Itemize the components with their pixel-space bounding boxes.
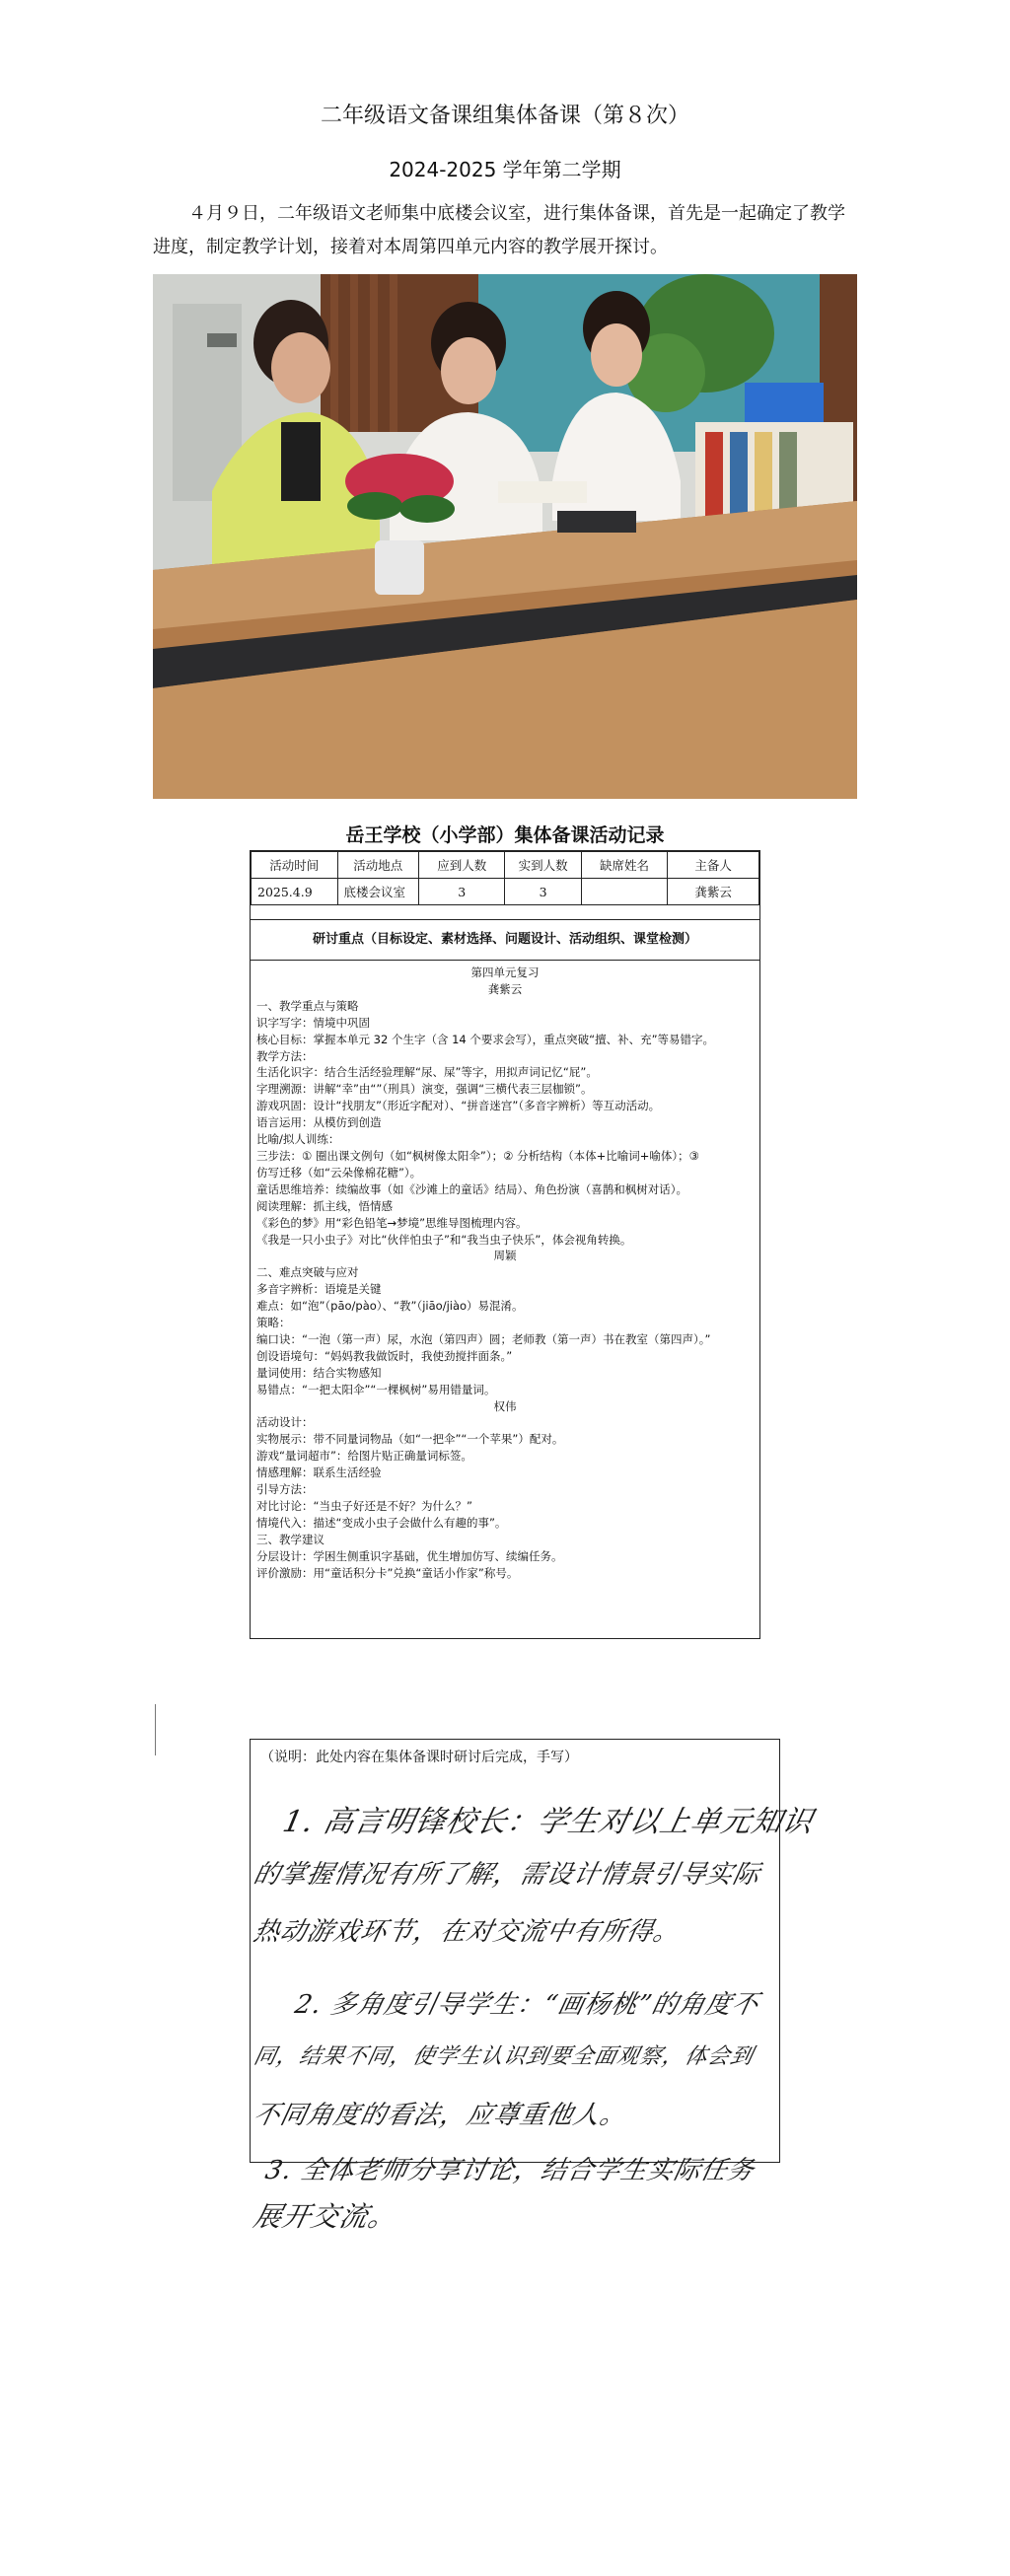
note-line: 引导方法： xyxy=(256,1482,314,1497)
note-line: 二、难点突破与应对 xyxy=(256,1265,359,1280)
note-line: 三、教学建议 xyxy=(256,1532,325,1546)
handwritten-line: 同，结果不同，使学生认识到要全面观察，体会到 xyxy=(251,2044,757,2069)
note-line: 创设语境句：“妈妈教我做饭时，我使劲搅拌面条。” xyxy=(256,1348,513,1363)
note-line: 《我是一只小虫子》对比“伙伴怕虫子”和“我当虫子快乐”，体会视角转换。 xyxy=(256,1232,632,1247)
note-line: 周颖 xyxy=(493,1249,517,1263)
handwritten-caption: （说明：此处内容在集体备课时研讨后完成，手写） xyxy=(260,1750,578,1765)
handwritten-line: 展开交流。 xyxy=(251,2200,401,2233)
note-line: 实物展示：带不同量词物品（如“一把伞”“一个苹果”）配对。 xyxy=(256,1432,564,1447)
handwritten-line: 热动游戏环节，在对交流中有所得。 xyxy=(251,1917,684,1947)
activity-info-table xyxy=(251,851,759,905)
note-line: 核心目标：掌握本单元 32 个生字（含 14 个要求会写），重点突破“擅、补、充”等易错字。 xyxy=(256,1032,715,1046)
handwritten-line: 不同角度的看法，应尊重他人。 xyxy=(251,2101,630,2130)
note-line: 龚紫云 xyxy=(487,981,523,996)
note-line: 仿写迁移（如“云朵像棉花糖”）。 xyxy=(256,1165,422,1180)
note-line: 分层设计：学困生侧重识字基础，优生增加仿写、续编任务。 xyxy=(256,1548,563,1563)
note-line: 游戏“量词超市”：给图片贴正确量词标签。 xyxy=(256,1449,472,1464)
table-header-row xyxy=(252,852,759,879)
note-line: 语言运用：从模仿到创造 xyxy=(256,1115,382,1130)
note-line: 策略： xyxy=(256,1316,291,1330)
note-line: 童话思维培养：续编故事（如《沙滩上的童话》结局）、角色扮演（喜鹊和枫树对话）。 xyxy=(256,1181,687,1196)
record-sheet xyxy=(250,850,760,1639)
meeting-photo xyxy=(153,274,857,799)
note-line: 评价激励：用“童话积分卡”兑换“童话小作家”称号。 xyxy=(256,1565,519,1580)
page-subtitle: 2024-2025 学年第二学期 xyxy=(389,158,621,181)
note-line: 游戏巩固：设计“找朋友”（形近字配对）、“拼音迷宫”（多音字辨析）等互动活动。 xyxy=(256,1099,661,1113)
table-cell: 龚紫云 xyxy=(668,879,759,905)
table-cell: 3 xyxy=(418,879,505,905)
handwritten-line: 2. 多角度引导学生：“画杨桃”的角度不 xyxy=(292,1990,762,2020)
note-line: 活动设计： xyxy=(256,1415,314,1430)
table-cell xyxy=(581,879,668,905)
note-line: 三步法：① 圈出课文例句（如“枫树像太阳伞”）；② 分析结构（本体+比喻词+喻体）；③ xyxy=(256,1148,699,1163)
note-line: 难点：如“泡”（pāo/pào）、“教”（jiāo/jiào）易混淆。 xyxy=(256,1299,524,1314)
note-line: 一、教学重点与策略 xyxy=(256,998,359,1013)
note-line: 识字写字：情境中巩固 xyxy=(256,1015,370,1030)
table-row xyxy=(252,879,759,905)
table-header-cell: 活动地点 xyxy=(337,852,418,879)
note-line: 对比讨论：“当虫子好还是不好？为什么？” xyxy=(256,1499,472,1513)
note-line: 情境代入：描述“变成小虫子会做什么有趣的事”。 xyxy=(256,1515,507,1530)
table-header-cell: 应到人数 xyxy=(418,852,505,879)
handwritten-line: 的掌握情况有所了解，需设计情景引导实际 xyxy=(251,1860,763,1890)
note-line: 字理溯源：讲解“幸”由“”（刑具）演变，强调“三横代表三层枷锁”。 xyxy=(256,1082,593,1097)
note-line: 阅读理解：抓主线，悟情感 xyxy=(256,1198,393,1213)
note-line: 生活化识字：结合生活经验理解“尿、屎”等字，用拟声词记忆“屁”。 xyxy=(256,1065,598,1080)
record-sheet-title: 岳王学校（小学部）集体备课活动记录 xyxy=(345,824,665,846)
lesson-notes xyxy=(251,961,759,1582)
table-spacer xyxy=(251,905,759,920)
table-cell: 3 xyxy=(505,879,581,905)
note-line: 权伟 xyxy=(493,1398,517,1413)
note-line: 《彩色的梦》用“彩色铅笔→梦境”思维导图梳理内容。 xyxy=(256,1215,528,1230)
note-line: 量词使用：结合实物感知 xyxy=(256,1365,382,1380)
table-header-cell: 缺席姓名 xyxy=(581,852,668,879)
handwritten-line: 3. 全体老师分享讨论，结合学生实际任务 xyxy=(262,2156,758,2185)
research-focus-heading: 研讨重点（目标设定、素材选择、问题设计、活动组织、课堂检测） xyxy=(251,920,759,961)
handwritten-line: 1. 高言明锋校长：学生对以上单元知识 xyxy=(279,1805,818,1839)
note-line: 教学方法： xyxy=(256,1048,314,1063)
note-line: 易错点：“一把太阳伞”“一棵枫树”易用错量词。 xyxy=(256,1382,496,1396)
intro-paragraph: ４月９日，二年级语文老师集中底楼会议室，进行集体备课，首先是一起确定了教学进度，制定教学计划，接着对本周第四单元内容的教学展开探讨。 xyxy=(153,203,845,257)
table-header-cell: 主备人 xyxy=(668,852,759,879)
note-line: 情感理解：联系生活经验 xyxy=(256,1466,382,1480)
margin-mark xyxy=(155,1704,156,1755)
note-line: 比喻/拟人训练： xyxy=(256,1132,340,1147)
page-title: 二年级语文备课组集体备课（第８次） xyxy=(320,104,689,128)
note-line: 第四单元复习 xyxy=(470,966,540,979)
note-line: 编口诀：“一泡（第一声）尿，水泡（第四声）圆；老师教（第一声）书在教室（第四声）。” xyxy=(256,1331,711,1346)
table-header-cell: 实到人数 xyxy=(505,852,581,879)
note-line: 多音字辨析：语境是关键 xyxy=(256,1282,382,1297)
table-cell: 2025.4.9 xyxy=(252,879,338,905)
table-header-cell: 活动时间 xyxy=(252,852,338,879)
table-cell: 底楼会议室 xyxy=(337,879,418,905)
